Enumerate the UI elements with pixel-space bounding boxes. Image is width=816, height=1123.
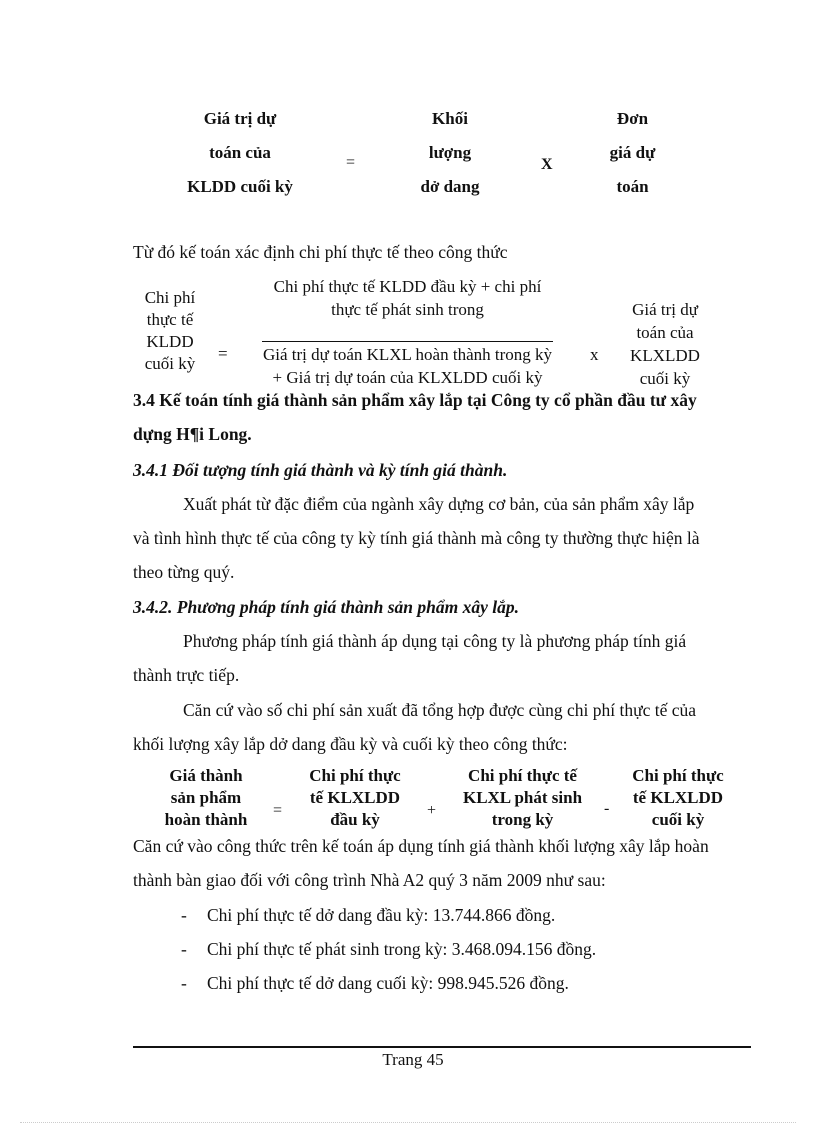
formula1-left [180,102,300,204]
formula1-right-l3: toán [616,177,649,196]
formula2-numerator [240,275,575,321]
formula1-left-l3: KLDD cuối kỳ [187,177,293,196]
formula1-mid-l1: Khối [432,109,468,128]
formula3-term1-l1: Giá thành [169,766,243,785]
formula2-left-l3: KLDD [146,332,194,351]
formula3-term3-l3: trong kỳ [491,810,554,829]
formula3-term4 [618,765,738,831]
formula2-fraction-bar [262,341,553,342]
formula2-right-l3: KLXLDD [630,346,700,365]
formula3-term3-l2: KLXL phát sinh [462,788,583,807]
formula3-equals: = [273,802,283,819]
footer-page-label: Trang 45 [382,1050,444,1069]
section-3-4-1-para-l3: theo từng quý. [133,562,235,582]
formula2-denominator-l1: Giá trị dự toán KLXL hoàn thành trong kỳ [262,345,553,364]
formula2-times: x [590,345,599,364]
formula3-term3 [440,765,605,831]
formula3-term1-l2: sản phẩm [170,788,242,807]
formula2-left [135,287,205,375]
section-3-4-2-title: 3.4.2. Phương pháp tính giá thành sản phẩm xây lắp. [133,597,520,617]
formula1-left-l2: toán của [209,143,271,162]
bullet-dash-2: - [181,939,187,959]
formula2-left-l2: thực tế [146,310,194,329]
formula1-equals: = [346,154,356,171]
bullet-item-1: Chi phí thực tế dở dang đầu kỳ: 13.744.866 đồng. [207,905,556,925]
section-3-4-heading [133,383,753,451]
formula2-right-l2: toán của [636,323,694,342]
formula3-term4-l3: cuối kỳ [651,810,705,829]
formula2-left-l4: cuối kỳ [144,354,196,373]
after-formula3-l2: thành bàn giao đối với công trình Nhà A2 quý 3 năm 2009 như sau: [133,870,606,890]
section-3-4-2-p1-l2: thành trực tiếp. [133,665,240,685]
bullet-dash-1: - [181,905,187,925]
formula2-numerator-l2: thực tế phát sinh trong [331,300,484,319]
formula3-term1 [150,765,262,831]
section-3-4-heading-l2: dựng H¶i Long. [133,424,252,444]
formula3-term2-l1: Chi phí thực [309,766,401,785]
formula3-term1-l3: hoàn thành [164,810,248,829]
formula3-plus: + [427,802,437,819]
section-3-4-1-para-l2: và tình hình thực tế của công ty kỳ tính giá thành mà công ty thường thực hiện là [133,528,700,548]
bullet-item-3: Chi phí thực tế dở dang cuối kỳ: 998.945.526 đồng. [207,973,569,993]
formula2-numerator-l1: Chi phí thực tế KLDD đầu kỳ + chi phí [273,277,542,296]
formula1-mid [400,102,500,204]
formula2-equals: = [218,344,228,363]
section-3-4-2-p1-l1: Phương pháp tính giá thành áp dụng tại công ty là phương pháp tính giá [183,631,687,651]
formula2-left-l1: Chi phí [144,288,196,307]
bullet-item-2: Chi phí thực tế phát sinh trong kỳ: 3.468.094.156 đồng. [207,939,597,959]
bullet-dash-3: - [181,973,187,993]
formula2-right-l4: cuối kỳ [639,369,691,388]
formula2-intro: Từ đó kế toán xác định chi phí thực tế theo công thức [133,242,508,262]
formula1-mid-l3: dở dang [420,177,480,196]
formula2-right-l1: Giá trị dự [632,300,698,319]
formula1-right-l1: Đơn [616,109,649,128]
formula1-times: X [541,156,553,173]
footer-rule [133,1046,751,1048]
formula1-right [590,102,675,204]
formula1-left-l1: Giá trị dự [203,109,277,128]
formula3-term2 [295,765,415,831]
section-3-4-1-para-l1: Xuất phát từ đặc điểm của ngành xây dựng cơ bản, của sản phẩm xây lắp [183,494,695,514]
section-3-4-1-title: 3.4.1 Đối tượng tính giá thành và kỳ tính giá thành. [133,460,508,480]
formula3-term2-l2: tế KLXLDD [309,788,401,807]
formula3-minus: - [604,800,610,817]
formula2-denominator-l2: + Giá trị dự toán của KLXLDD cuối kỳ [272,368,543,387]
formula3-term4-l2: tế KLXLDD [632,788,724,807]
formula1-mid-l2: lượng [428,143,472,162]
section-3-4-2-p2-l1: Căn cứ vào số chi phí sản xuất đã tổng hợp được cùng chi phí thực tế của [183,700,697,720]
after-formula3-l1: Căn cứ vào công thức trên kế toán áp dụng tính giá thành khối lượng xây lắp hoàn [133,836,709,856]
section-3-4-heading-l1: 3.4 Kế toán tính giá thành sản phẩm xây lắp tại Công ty cổ phần đầu tư xây [133,390,697,410]
formula3-term4-l1: Chi phí thực [632,766,724,785]
formula3-term3-l1: Chi phí thực tế [468,766,577,785]
formula1-right-l2: giá dự [609,143,656,162]
formula2-right [622,298,708,390]
formula3-term2-l3: đầu kỳ [330,810,380,829]
section-3-4-2-p2-l2: khối lượng xây lắp dở dang đầu kỳ và cuối kỳ theo công thức: [133,734,568,754]
